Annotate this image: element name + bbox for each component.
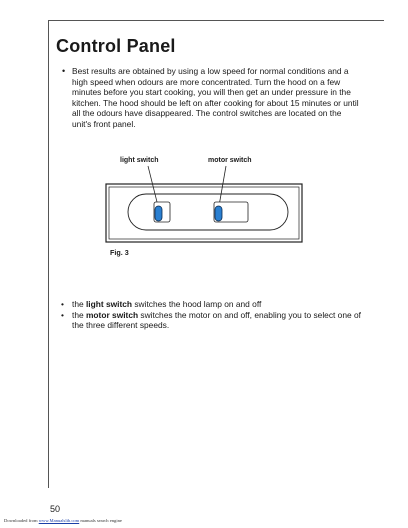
light-switch-rocker — [155, 206, 162, 221]
list-bold-term: light switch — [85, 299, 133, 309]
list-item-motor-switch — [61, 309, 372, 331]
panel-outer — [106, 184, 302, 242]
manualslib-link[interactable]: www.Manualslib.com — [38, 518, 80, 523]
page-number: 50 — [50, 504, 61, 514]
bullet-mark: • — [61, 309, 64, 320]
switch-description-list — [61, 299, 372, 331]
panel-inner — [109, 187, 299, 239]
list-item-light-switch — [61, 299, 372, 310]
switch-oval — [128, 194, 288, 230]
control-panel-figure — [90, 150, 310, 260]
list-text: switches the motor on and off, enabling you to select one of the three different speeds. — [72, 309, 361, 331]
motor-switch-rocker — [215, 206, 222, 221]
list-bold-term: motor switch — [85, 309, 139, 320]
control-panel-diagram — [90, 150, 310, 260]
list-text: switches the hood lamp on and off — [132, 299, 262, 309]
list-text: the — [72, 309, 86, 320]
download-footer — [4, 518, 122, 523]
figure-caption: Fig. 3 — [110, 248, 129, 257]
motor-switch-leader — [219, 166, 226, 206]
footer-text: Downloaded from — [4, 518, 39, 523]
footer-text: manuals search engine — [79, 518, 122, 523]
intro-text: Best results are obtained by using a low speed for normal conditions and a high speed when odours are more concentrated. Turn the hood on a few minutes before you start cooking, you will then get an under pressure in the kitchen. The hood should be left on after cooking for about 15 minutes or until all the odours have disappeared. The control switches are located on the unit's front panel. — [72, 66, 359, 129]
top-rule — [48, 20, 384, 21]
bullet-mark: • — [61, 299, 64, 309]
light-switch-leader — [148, 166, 158, 206]
intro-paragraph — [62, 66, 362, 130]
left-margin-rule — [48, 20, 49, 488]
bullet-mark: • — [62, 66, 66, 76]
list-text: the — [72, 299, 86, 309]
light-switch-label: light switch — [120, 157, 159, 164]
page-title: Control Panel — [56, 36, 176, 56]
motor-switch-label: motor switch — [208, 157, 252, 164]
